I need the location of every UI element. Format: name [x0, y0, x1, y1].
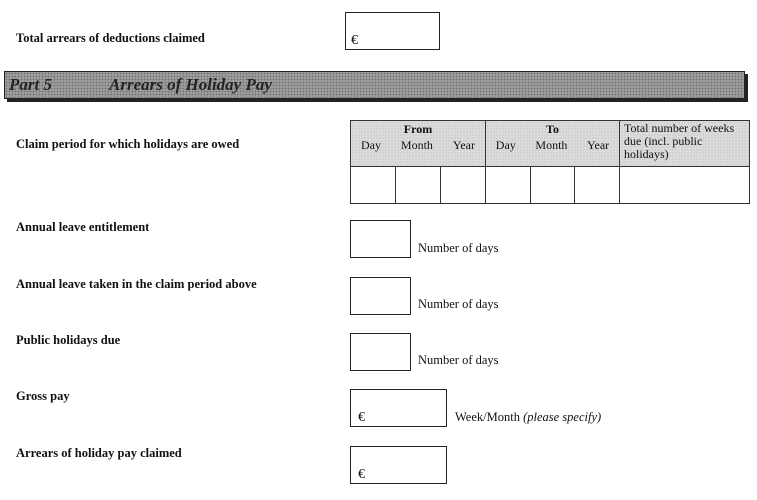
- total-deductions-label: Total arrears of deductions claimed: [16, 31, 205, 45]
- euro-sign: €: [358, 467, 365, 482]
- weeks-input[interactable]: [620, 167, 750, 204]
- from-year-input[interactable]: [441, 167, 485, 203]
- leave-taken-input[interactable]: [350, 277, 411, 315]
- part5-header: [4, 71, 745, 99]
- to-date-cells: [486, 167, 620, 204]
- annual-leave-input[interactable]: [350, 220, 411, 258]
- to-header: [486, 121, 620, 167]
- public-holidays-unit: Number of days: [418, 353, 499, 367]
- gross-pay-period-note: [455, 410, 601, 425]
- to-month-label: Month: [535, 138, 568, 152]
- claim-period-label: Claim period for which holidays are owed: [16, 137, 240, 151]
- part-number: Part 5: [9, 75, 52, 94]
- annual-leave-label: Annual leave entitlement: [16, 220, 150, 234]
- to-year-label: Year: [587, 138, 610, 152]
- claim-period-table: [350, 120, 750, 204]
- public-holidays-input[interactable]: [350, 333, 411, 371]
- from-header: [351, 121, 486, 167]
- gross-pay-label: Gross pay: [16, 389, 70, 403]
- from-date-cells: [351, 167, 486, 204]
- annual-leave-unit: Number of days: [418, 241, 499, 255]
- to-day-label: Day: [495, 138, 516, 152]
- weeks-header: [620, 121, 750, 167]
- weeks-label: Total number of weeks due (incl. public holidays): [624, 121, 735, 161]
- gross-pay-unit: Week/Month: [455, 410, 520, 424]
- from-day-label: Day: [360, 138, 381, 152]
- from-month-input[interactable]: [396, 167, 441, 203]
- from-title: From: [403, 122, 433, 136]
- from-year-label: Year: [452, 138, 476, 152]
- to-month-input[interactable]: [531, 167, 576, 203]
- to-year-input[interactable]: [575, 167, 619, 203]
- part-title: Arrears of Holiday Pay: [109, 75, 272, 94]
- to-day-input[interactable]: [486, 167, 531, 203]
- arrears-holiday-label: Arrears of holiday pay claimed: [16, 446, 182, 460]
- to-title: To: [546, 122, 559, 136]
- leave-taken-unit: Number of days: [418, 297, 499, 311]
- gross-pay-specify: (please specify): [523, 410, 602, 424]
- gross-pay-input[interactable]: [350, 389, 447, 427]
- arrears-holiday-input[interactable]: [350, 446, 447, 484]
- euro-sign: €: [351, 33, 358, 48]
- total-deductions-input[interactable]: [345, 12, 440, 50]
- leave-taken-label: Annual leave taken in the claim period above: [16, 277, 257, 291]
- euro-sign: €: [358, 410, 365, 425]
- from-day-input[interactable]: [351, 167, 396, 203]
- from-month-label: Month: [400, 138, 433, 152]
- public-holidays-label: Public holidays due: [16, 333, 121, 347]
